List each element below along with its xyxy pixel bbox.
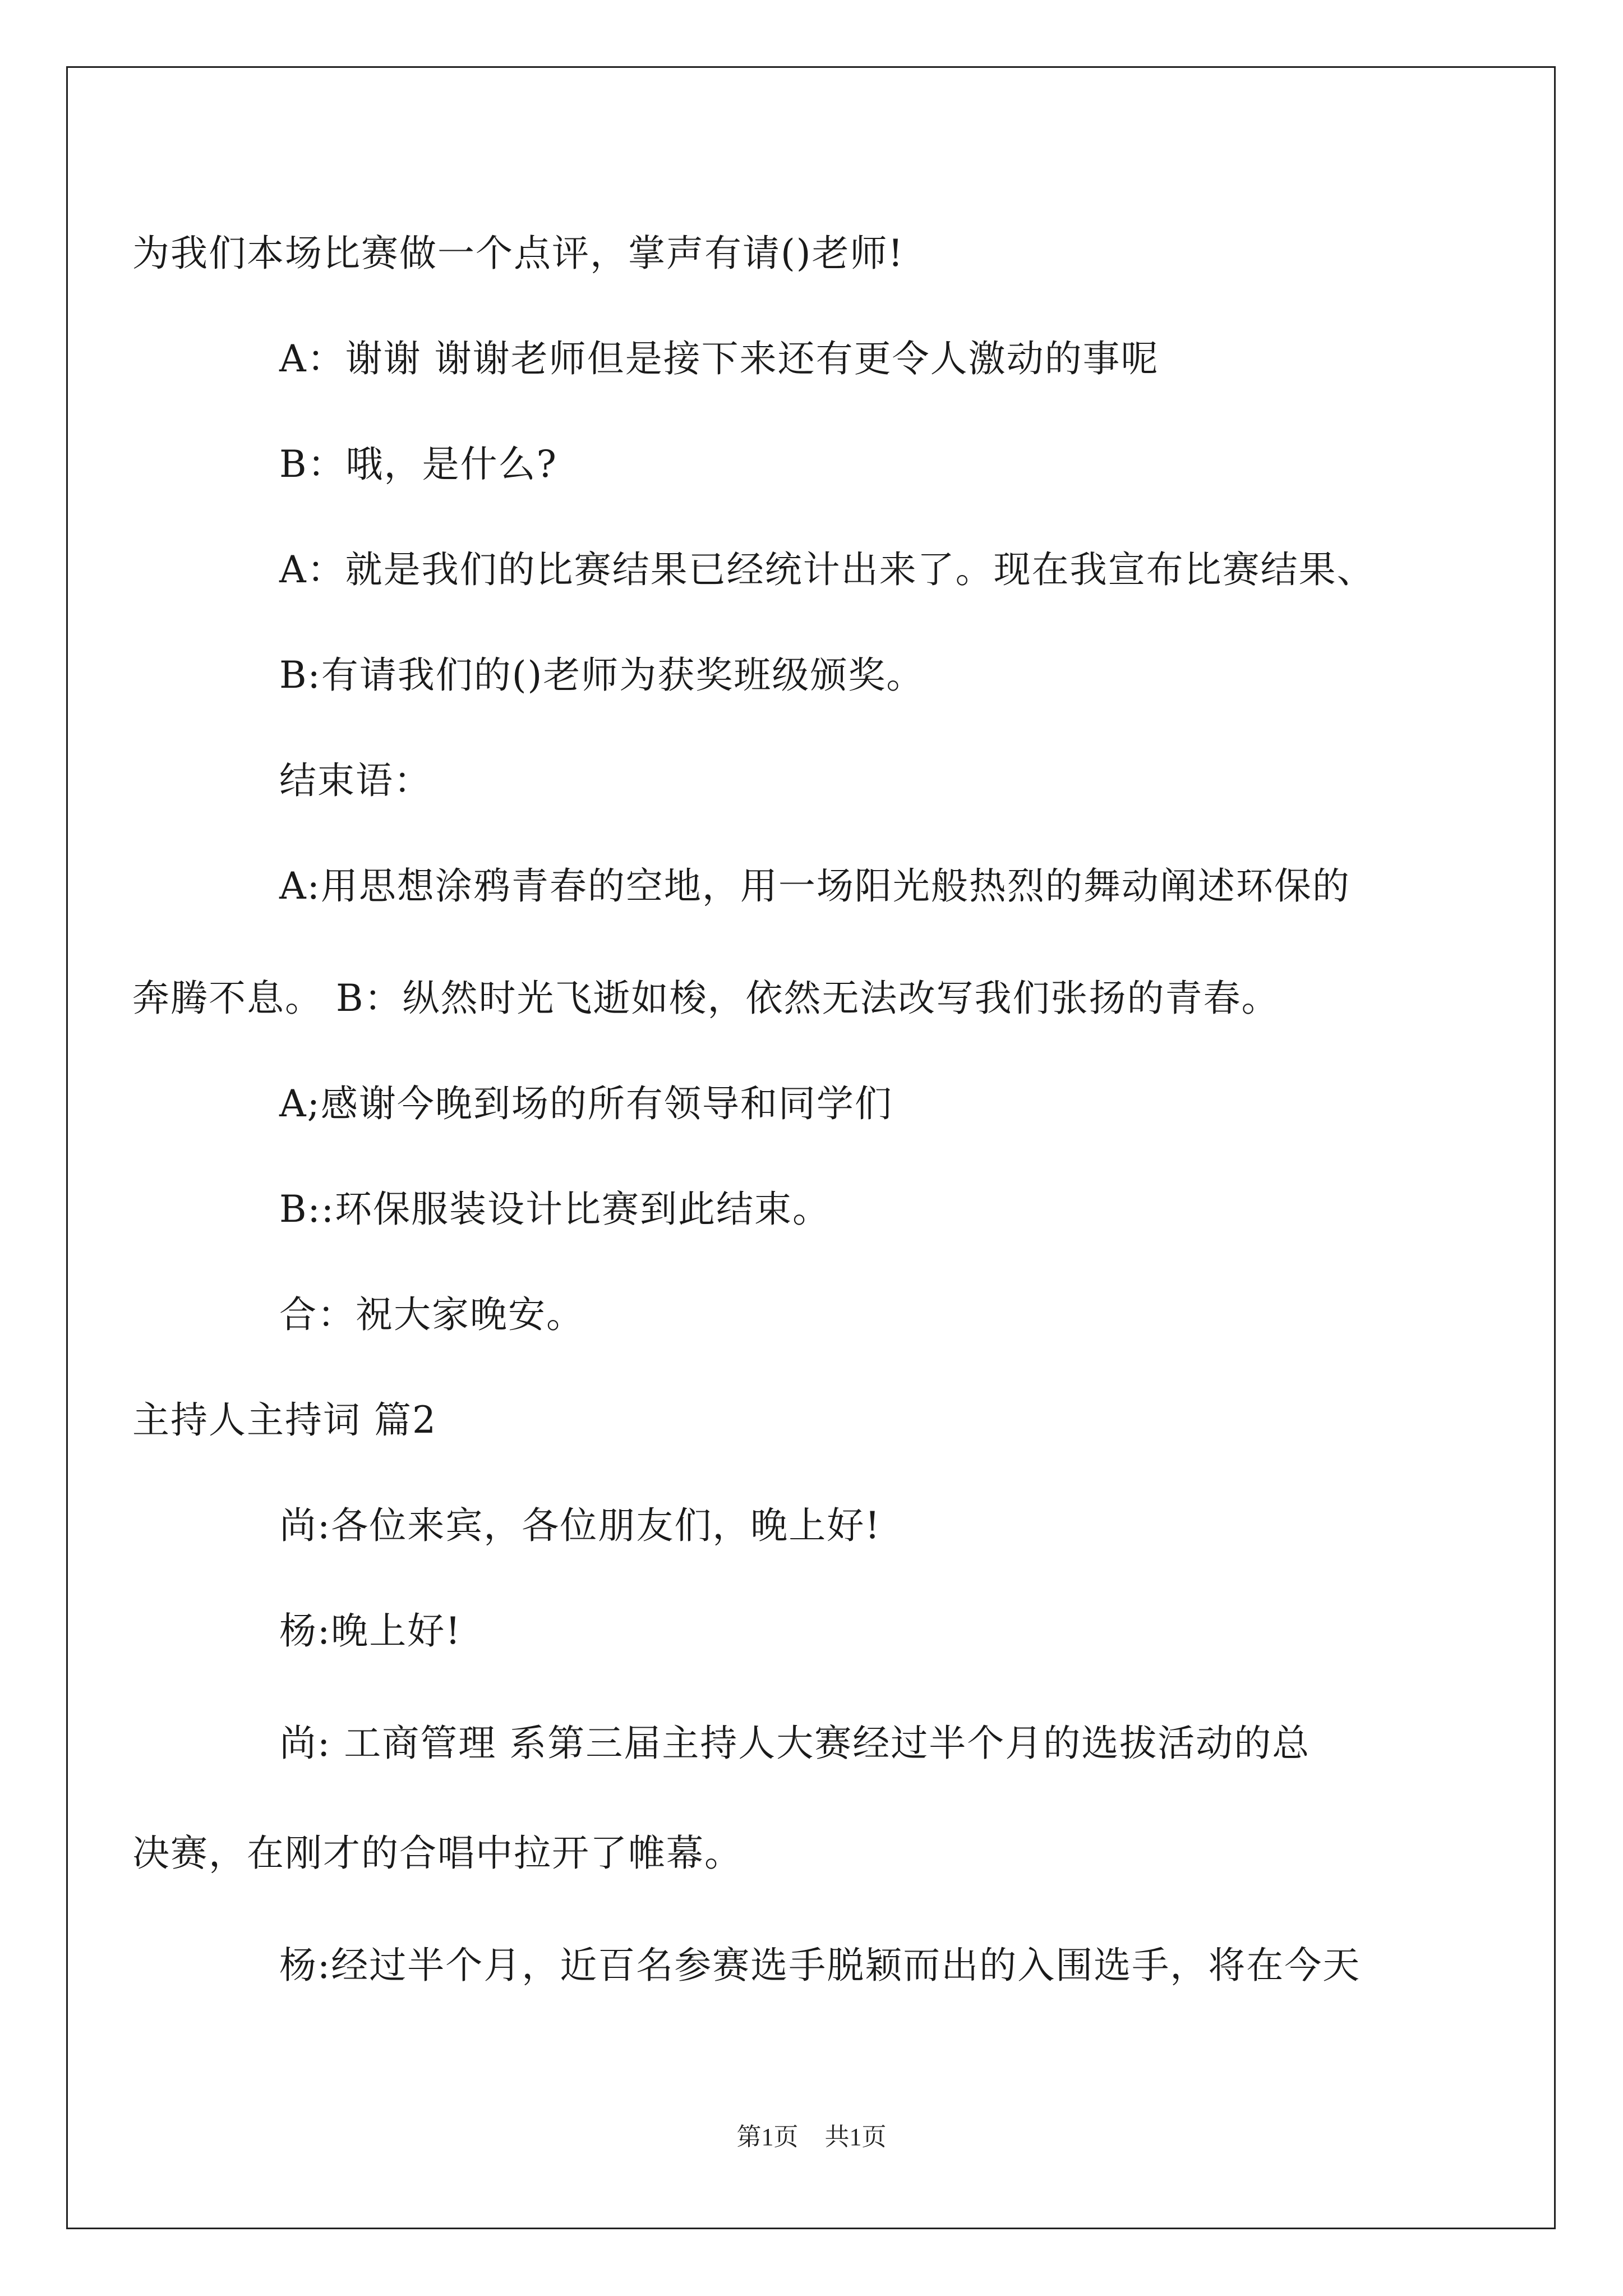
section-heading: 主持人主持词 篇2 [132,1398,437,1442]
text-line-11: 合：祝大家晚安。 [279,1293,584,1336]
text-line-14: 杨:晚上好! [279,1609,462,1653]
text-line-3: B：哦，是什么? [279,443,557,486]
page-border [66,66,1556,2229]
page-total: 共1页 [824,2123,887,2151]
text-line-1: 为我们本场比赛做一个点评，掌声有请()老师! [132,232,905,275]
text-line-10: B::环保服装设计比赛到此结束。 [279,1188,831,1231]
text-line-2: A：谢谢 谢谢老师但是接下来还有更令人激动的事呢 [279,337,1159,380]
text-line-13: 尚:各位来宾，各位朋友们，晚上好! [279,1504,881,1547]
page-number: 第1页 [736,2123,799,2151]
text-line-7: A:用思想涂鸦青春的空地，用一场阳光般热烈的舞动阐述环保的 [279,864,1350,908]
text-line-5: B:有请我们的()老师为获奖班级颁奖。 [279,654,925,697]
text-line-4: A：就是我们的比赛结果已经统计出来了。现在我宣布比赛结果、 [279,548,1375,591]
text-line-15: 尚: 工商管理 系第三届主持人大赛经过半个月的选拔活动的总 [279,1722,1311,1765]
text-line-9: A;感谢今晚到场的所有领导和同学们 [279,1082,893,1125]
page-footer [0,2122,1623,2153]
text-line-8: 奔腾不息。 B：纵然时光飞逝如梭，依然无法改写我们张扬的青春。 [132,977,1280,1020]
text-line-6: 结束语： [279,759,432,802]
text-line-16: 决赛，在刚才的合唱中拉开了帷幕。 [132,1832,743,1875]
text-line-17: 杨:经过半个月，近百名参赛选手脱颖而出的入围选手，将在今天 [279,1944,1361,1987]
